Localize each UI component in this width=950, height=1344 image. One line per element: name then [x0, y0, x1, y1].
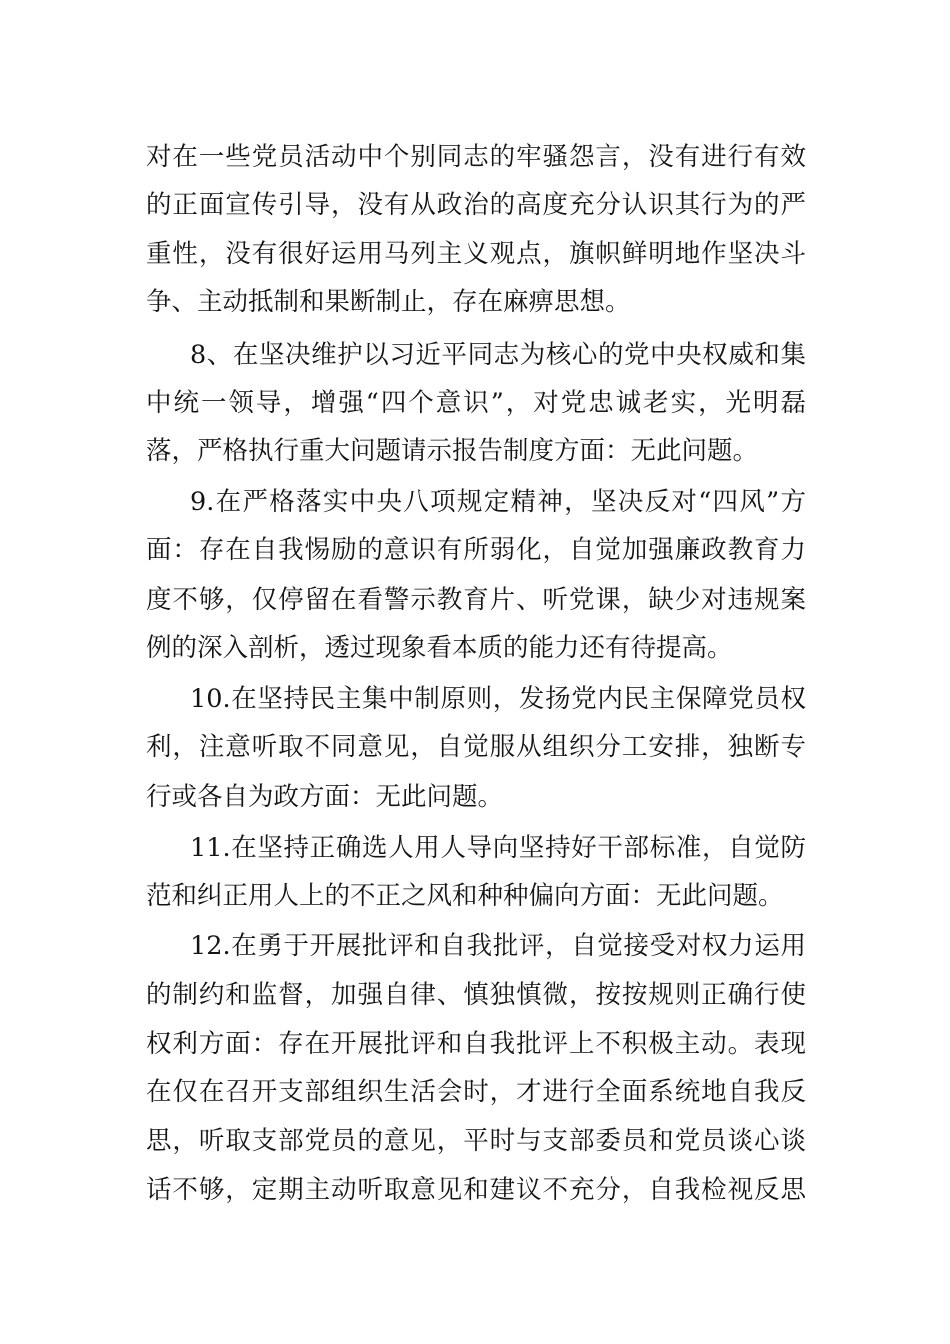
paragraph-12-first-line: 12.在勇于开展批评和自我批评，自觉接受对权力运用 [190, 931, 806, 961]
text-line: 落，严格执行重大问题请示报告制度方面：无此问题。 [146, 436, 759, 466]
text-line: 重性，没有很好运用马列主义观点，旗帜鲜明地作坚决斗 [146, 239, 806, 269]
paragraph-10-first-line: 10.在坚持民主集中制原则，发扬党内民主保障党员权 [190, 684, 806, 714]
text-line: 在仅在召开支部组织生活会时，才进行全面系统地自我反 [146, 1077, 806, 1107]
text-line: 对在一些党员活动中个别同志的牢骚怨言，没有进行有效 [146, 142, 806, 172]
text-line: 利，注意听取不同意见，自觉服从组织分工安排，独断专 [146, 732, 806, 762]
text-line: 思，听取支部党员的意见，平时与支部委员和党员谈心谈 [146, 1126, 806, 1156]
text-line: 例的深入剖析，透过现象看本质的能力还有待提高。 [146, 633, 733, 663]
paragraph-11-first-line: 11.在坚持正确选人用人导向坚持好干部标准，自觉防 [190, 833, 806, 863]
text-line: 权利方面：存在开展批评和自我批评上不积极主动。表现 [146, 1029, 806, 1059]
text-line: 中统一领导，增强“四个意识”，对党忠诚老实，光明磊 [146, 388, 806, 418]
paragraph-9-first-line: 9.在严格落实中央八项规定精神，坚决反对“四风”方 [190, 487, 806, 517]
text-line: 度不够，仅停留在看警示教育片、听党课，缺少对违规案 [146, 585, 806, 615]
text-line: 面：存在自我惕励的意识有所弱化，自觉加强廉政教育力 [146, 535, 806, 565]
text-line: 行或各自为政方面：无此问题。 [146, 782, 504, 812]
text-line: 范和纠正用人上的不正之风和种种偏向方面：无此问题。 [146, 881, 784, 911]
paragraph-8-first-line: 8、在坚决维护以习近平同志为核心的党中央权威和集 [190, 340, 806, 370]
text-line: 的制约和监督，加强自律、慎独慎微，按按规则正确行使 [146, 980, 806, 1010]
text-line: 的正面宣传引导，没有从政治的高度充分认识其行为的严 [146, 190, 806, 220]
text-line: 争、主动抵制和果断制止，存在麻痹思想。 [146, 287, 631, 317]
text-line: 话不够，定期主动听取意见和建议不充分，自我检视反思 [146, 1175, 806, 1205]
